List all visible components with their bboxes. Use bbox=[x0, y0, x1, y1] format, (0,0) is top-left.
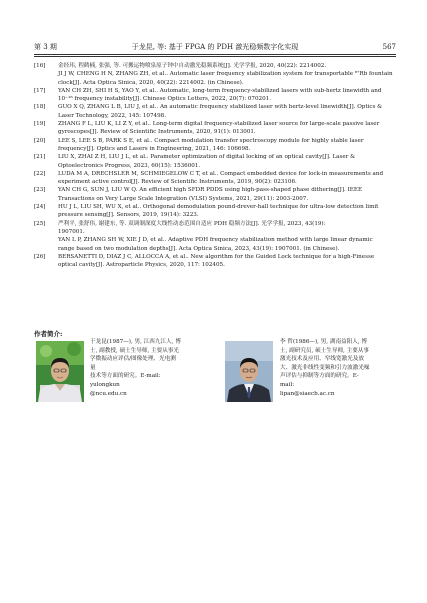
reference-line: range based on two modulation depths[J]. Acta Optica Sinica, 2023, 43(19): 1907001. (in Chinese). bbox=[58, 245, 340, 252]
reference-item bbox=[34, 220, 396, 253]
reference-line: Laser Technology, 2022, 145: 107498. bbox=[58, 112, 166, 119]
reference-line: experiment active control[J]. Review of Scientific Instruments, 2019, 90(2): 023106. bbox=[58, 179, 297, 186]
reference-line: optical cavity[J]. Astroparticle Physics, 2020, 117: 102405. bbox=[58, 262, 225, 269]
reference-number: [24] bbox=[34, 204, 46, 211]
reference-item bbox=[34, 153, 396, 170]
header-rule-top bbox=[34, 54, 396, 55]
reference-item bbox=[34, 87, 396, 104]
reference-number: [22] bbox=[34, 170, 46, 177]
reference-line: 严利平, 张舒伟, 谢建东, 等. 双调制深度大线性动态范围自适应 PDH 稳频方法[J]. 光学学报, 2023, 43(19): bbox=[58, 220, 326, 227]
reference-line: LUDA M A, DRECHSLER M, SCHMIEGELOW C T, et al.. Compact embedded device for lock-in measurements and bbox=[58, 170, 384, 177]
authors-heading: 作者简介: bbox=[34, 330, 63, 338]
author-bio-line: 学微振动应评估/图像处理、光电测量 bbox=[90, 356, 176, 371]
reference-item bbox=[34, 103, 396, 120]
reference-line: 1907001. bbox=[58, 228, 85, 235]
reference-number: [25] bbox=[34, 220, 46, 227]
author-bio-line: 士, 副教授, 硕士生导师, 主要从事光 bbox=[90, 347, 179, 354]
issue-label: 第 3 期 bbox=[34, 43, 57, 51]
author-bio-line: 士, 副研究员, 硕士生导师, 主要从事 bbox=[280, 347, 369, 354]
header-rule-bottom bbox=[34, 56, 396, 57]
running-title: 于龙昆, 等: 基于 FPGA 的 PDH 激光稳频数字化实现 bbox=[131, 43, 299, 51]
page-header bbox=[34, 41, 396, 53]
author-bio-line: 于龙昆(1987—), 男, 江西九江人, 博 bbox=[90, 339, 181, 345]
reference-line: ZHANG F L, LIU K, LI Z Y, et al.. Long-term digital frequency-stabilized laser source for large-scale passive laser bbox=[58, 121, 380, 128]
reference-number: [21] bbox=[34, 154, 46, 161]
author-bio-line: @ncu.edu.cn bbox=[90, 390, 127, 397]
reference-number: [26] bbox=[34, 253, 46, 260]
reference-number: [17] bbox=[34, 87, 46, 94]
reference-number: [16] bbox=[34, 63, 46, 69]
reference-line: LIU X, ZHAI Z H, LIU J L, et al.. Parameter optimization of digital locking of an optical cavity[J]. Laser & bbox=[58, 154, 356, 161]
reference-line: pressure sensing[J]. Sensors, 2019, 19(14): 3223. bbox=[58, 212, 199, 219]
reference-item bbox=[34, 137, 396, 154]
reference-line: JI J W, CHENG H N, ZHANG ZH, et al.. Automatic laser frequency stabilization system for transportable ⁸⁷Rb fountain bbox=[58, 71, 393, 78]
author-bio-line: 大、激光非线性变频和引力波激光噪 bbox=[280, 364, 370, 371]
reference-line: 金经玮, 程鹤楠, 张强, 等. 可搬运物喷泉原子钟中自动激光稳频系统[J]. 光学学报, 2020, 40(22): 2214002. bbox=[58, 63, 327, 69]
reference-line: YAN CH ZH, SHI H S, YAO Y, et al.. Automatic, long-term frequency-stabilized lasers with sub-hertz linewidth and bbox=[58, 87, 382, 94]
reference-line: frequency[J]. Optics and Lasers in Engineering, 2021, 146: 106698. bbox=[58, 145, 251, 152]
reference-item bbox=[34, 186, 396, 203]
reference-line: LEE S, LEE S B, PARK S E, et al.. Compact modulation transfer spectroscopy module for highly stable laser bbox=[58, 137, 364, 144]
reference-line: HU J L, LIU SH, WU X, et al.. Orthogonal demodulation pound-drever-hall technique for ultra-low detection limit bbox=[58, 204, 379, 211]
author-photo-1 bbox=[36, 341, 84, 402]
author-bio-2 bbox=[280, 338, 371, 398]
reference-number: [23] bbox=[34, 187, 46, 194]
reference-line: YAN L P, ZHANG SH W, XIE J D, et al.. Adaptive PDH frequency stabilization method with large linear dynamic bbox=[58, 237, 373, 244]
author-bio-1 bbox=[90, 338, 181, 398]
reference-line: YAN CH G, SUN J, LIU W Q. An efficient high SFDR PDDS using high-pass-shaped phase dithering[J]. IEEE bbox=[58, 187, 363, 194]
reference-line: GUO X Q, ZHANG L B, LIU J, et al.. An automatic frequency stabilized laser with hertz-level linewidth[J]. Optics & bbox=[58, 104, 383, 111]
reference-list bbox=[34, 62, 396, 269]
reference-line: BERSANETTI D, DIAZ J C, ALLOCCA A, et al.. New algorithm for the Guided Lock technique for a high-Finesse bbox=[58, 253, 375, 260]
author-bio-line: 激光技术及应用、窄线宽激光及放 bbox=[280, 356, 364, 363]
reference-item bbox=[34, 253, 396, 270]
reference-line: clock[J]. Acta Optica Sinica, 2020, 40(22): 2214002. (in Chinese). bbox=[58, 79, 244, 86]
author-bio-line: 技术等方面的研究。E-mail: yulongkun bbox=[90, 373, 161, 388]
reference-number: [19] bbox=[34, 121, 46, 128]
author-bio-line: lipan@siaecb.ac.cn bbox=[280, 390, 335, 397]
reference-line: Optoelectronics Progress, 2023, 60(15): 1536001. bbox=[58, 162, 201, 169]
page-number: 567 bbox=[382, 43, 396, 51]
reference-item bbox=[34, 203, 396, 220]
reference-line: Transactions on Very Large Scale Integration (VLSI) Systems, 2021, 29(11): 2003-2007. bbox=[58, 195, 309, 202]
author-bio-line: 李 哲(1986—), 男, 湖南益阳人, 博 bbox=[280, 339, 367, 345]
reference-line: 10⁻¹⁶ frequency instability[J]. Chinese Optics Letters, 2022, 20(7): 070201. bbox=[58, 96, 272, 103]
reference-line: gyroscopes[J]. Review of Scientific Instruments, 2020, 91(1): 013001. bbox=[58, 129, 256, 136]
reference-number: [18] bbox=[34, 104, 46, 111]
reference-item bbox=[34, 62, 396, 87]
reference-item bbox=[34, 120, 396, 137]
reference-number: [20] bbox=[34, 137, 46, 144]
reference-item bbox=[34, 170, 396, 187]
author-photo-2 bbox=[225, 341, 273, 402]
author-bio-line: 声评估与抑制等方面的研究。E-mail: bbox=[280, 373, 359, 388]
